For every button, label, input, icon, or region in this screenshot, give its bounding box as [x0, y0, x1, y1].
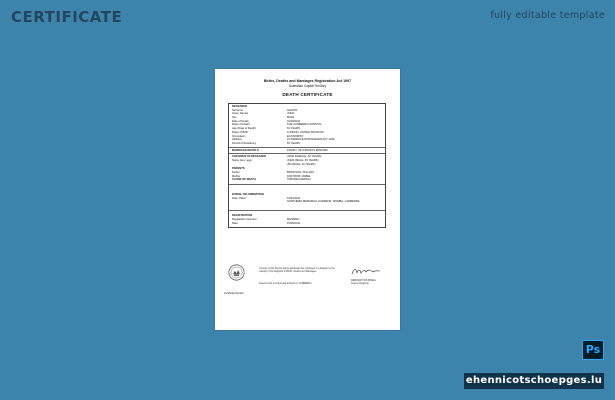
table-row: Mother FANTROM, MABEL [232, 174, 311, 178]
certificate-title: DEATH CERTIFICATE [282, 92, 333, 97]
deceased-section [229, 104, 385, 148]
watermark-label: ehennicotschoepges.lu [464, 373, 604, 389]
table-row: Sex MALE [232, 116, 295, 120]
table-row: Address 15 TERRACE DOWNHAVEN ACT 4236 [232, 138, 335, 142]
page-title: CERTIFICATE [11, 8, 123, 26]
burial-section: BURIAL OR CREMATION Date, Place 15/01/2011 NORTHERN MEMORIAL GARDENS, WOMBA, CANBERRA [229, 185, 385, 211]
certificate-document [215, 69, 400, 330]
signature-icon [351, 267, 381, 276]
table-row: Father BRICKSON, WILLIAM [232, 171, 314, 174]
table-row: Given Names JOHN [232, 112, 295, 116]
certification-statement: I hereby certify that the above particulars are contained in a Register in the custody of the Registrar of Births, Deaths and Marriages. [259, 268, 335, 273]
marriage-section: MARRIAGE DETAILS FINNEY, IAN FRANCIS EDWARD [229, 148, 385, 155]
table-row: Occupation ECONOMIST [232, 134, 304, 138]
issued-statement: Issued under my hand and authority in CANBERRA [259, 283, 312, 285]
table-row: Date 15/09/2011 [232, 221, 301, 225]
act-line: Births, Deaths and Marriages Registration Act 1997 [263, 79, 352, 83]
photoshop-icon: Ps [582, 340, 604, 360]
page-subtitle: fully editable template [490, 10, 605, 21]
seal-caption: Certificate Number [224, 292, 244, 295]
table-row: Date of Death 01/09/2011 [232, 119, 301, 123]
table-row: Registration Number 8023681D [232, 217, 300, 221]
territory-line: Australian Capital Territory [288, 84, 327, 88]
registration-section: REGISTRATION Registration Number 8023681D Date 15/09/2011 [229, 211, 385, 227]
table-row: Age (Date of Death) 81 YEARS [232, 127, 300, 131]
children-section: CHILDREN OF DECEASED JANE (FEMALE, 52 YEARS) Name (sex, age) JOHN (MALE, 45 YEARS) JIM (MALE, 20 YEARS) PARENTS Father BRICKSON, WILLIAM Mother FANTROM, MABEL CAUSE OF DEATH STROKE/CARDIAC [229, 154, 385, 185]
deceased-heading: DECEASED [232, 105, 247, 108]
seal-icon [228, 264, 245, 281]
table-row: Surname LEGION [232, 108, 298, 112]
table-row: Place of Death THE CANBERRA HOSPITAL [232, 123, 322, 127]
certificate-table [228, 103, 386, 228]
table-row: Place of Birth LONDON, UNITED KINGDOM [232, 130, 324, 134]
signer-block: DEBORAH SPURRELL Deputy Registrar [351, 279, 377, 285]
table-row: Period of Residency 81 YEARS [232, 141, 300, 145]
